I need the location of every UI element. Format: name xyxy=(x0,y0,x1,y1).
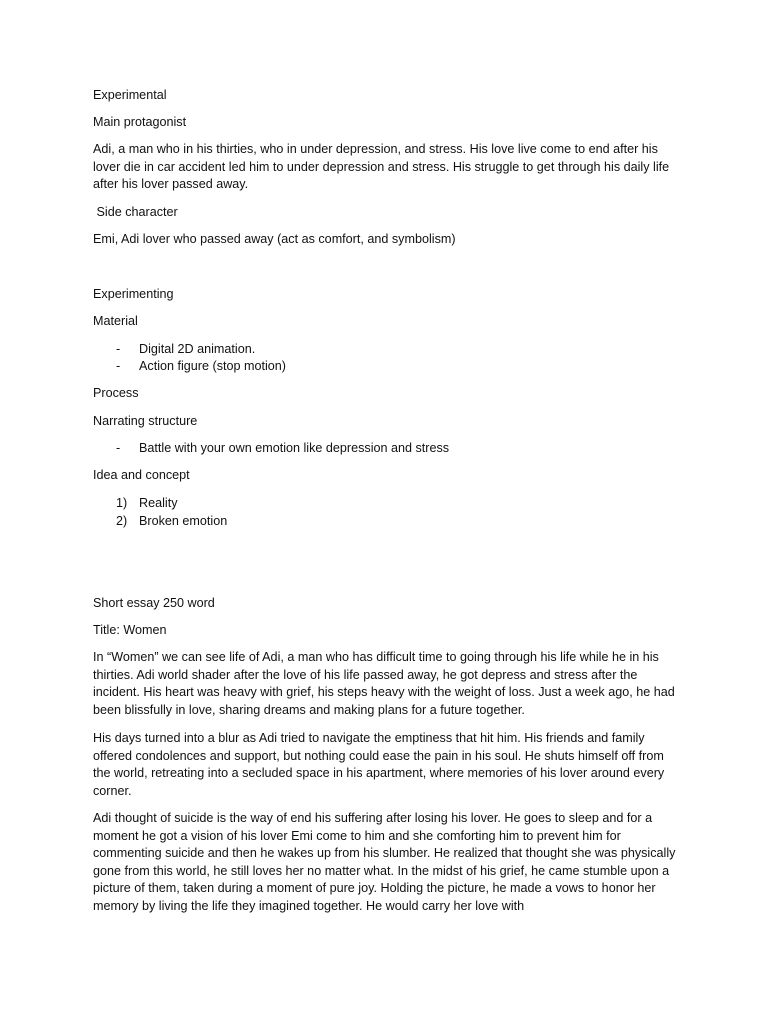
heading-idea-concept: Idea and concept xyxy=(93,468,190,482)
heading-process: Process xyxy=(93,386,139,400)
list-item-text: Broken emotion xyxy=(139,514,228,528)
list-marker: - xyxy=(116,359,121,373)
essay-heading: Short essay 250 word xyxy=(93,596,215,610)
side-character-description: Emi, Adi lover who passed away (act as comfort, and symbolism) xyxy=(93,232,456,246)
list-item-text: Battle with your own emotion like depression and stress xyxy=(139,441,450,455)
list-marker: 2) xyxy=(116,514,128,528)
essay-title: Title: Women xyxy=(93,623,167,637)
heading-experimenting: Experimenting xyxy=(93,287,174,301)
list-marker: - xyxy=(116,342,121,356)
list-item-text: Action figure (stop motion) xyxy=(139,359,286,373)
protagonist-description: Adi, a man who in his thirties, who in under depression, and stress. His love live come to end after his lover die in car accident led him to under depression and stress. His struggle to get through his daily life after his lover passed away. xyxy=(93,142,670,192)
essay-paragraph: Adi thought of suicide is the way of end his suffering after losing his lover. He goes to sleep and for a moment he got a vision of his lover Emi come to him and she comforting him to prevent him for commenting suicide and then he wakes up from his slumber. He realized that thought she was physically gone from this world, he still loves her no matter what. In the midst of his grief, he came stumble upon a picture of them, taken during a moment of pure joy. Holding the picture, he made a vows to honor her memory by living the life they imagined together. He would carry her love with xyxy=(93,811,676,913)
heading-narrating-structure: Narrating structure xyxy=(93,414,198,428)
list-item xyxy=(116,495,178,513)
heading-experimental: Experimental xyxy=(93,88,167,102)
list-item xyxy=(116,341,255,359)
essay-paragraph: In “Women” we can see life of Adi, a man who has difficult time to going through his life while he in his thirties. Adi world shader after the love of his life passed away, he got depress and stress after the incident. His heart was heavy with grief, his steps heavy with the weight of loss. Just a week ago, he had been blissfully in love, sharing dreams and making plans for a future together. xyxy=(93,650,675,717)
list-marker: 1) xyxy=(116,496,128,510)
heading-main-protagonist: Main protagonist xyxy=(93,115,187,129)
heading-material: Material xyxy=(93,314,138,328)
heading-side-character: Side character xyxy=(93,205,178,219)
list-marker: - xyxy=(116,441,121,455)
list-item xyxy=(116,440,449,458)
list-item-text: Digital 2D animation. xyxy=(139,342,256,356)
essay-paragraph: His days turned into a blur as Adi tried to navigate the emptiness that hit him. His friends and family offered condolences and support, but nothing could ease the pain in his soul. He shuts himself off from the world, retreating into a secluded space in his apartment, where memories of his lover around every corner. xyxy=(93,731,665,798)
list-item xyxy=(116,358,286,376)
list-item xyxy=(116,513,227,531)
list-item-text: Reality xyxy=(139,496,178,510)
